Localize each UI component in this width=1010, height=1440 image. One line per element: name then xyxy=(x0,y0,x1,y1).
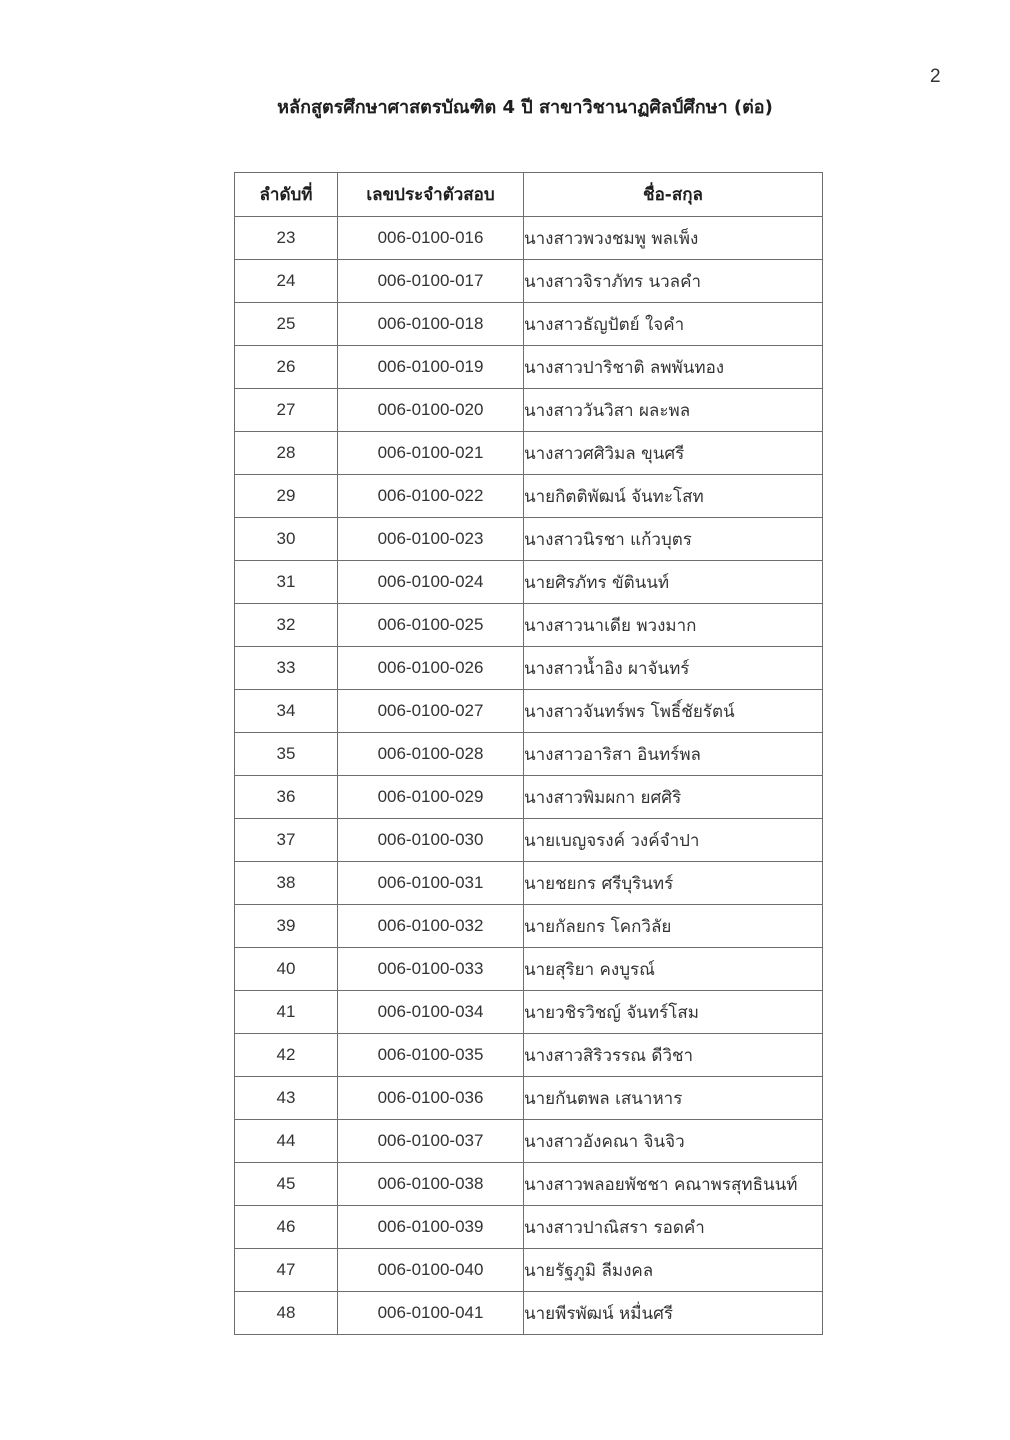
table-row xyxy=(235,647,823,690)
row-sequence: 40 xyxy=(235,948,338,991)
row-full-name: นางสาวพิมผกา ยศศิริ xyxy=(524,776,823,819)
row-sequence: 42 xyxy=(235,1034,338,1077)
row-sequence: 43 xyxy=(235,1077,338,1120)
row-exam-id: 006-0100-021 xyxy=(338,432,524,475)
row-exam-id: 006-0100-016 xyxy=(338,217,524,260)
row-sequence: 35 xyxy=(235,733,338,776)
row-sequence: 23 xyxy=(235,217,338,260)
row-full-name: นายเบญจรงค์ วงค์จำปา xyxy=(524,819,823,862)
row-exam-id: 006-0100-017 xyxy=(338,260,524,303)
row-exam-id: 006-0100-025 xyxy=(338,604,524,647)
row-sequence: 47 xyxy=(235,1249,338,1292)
row-sequence: 44 xyxy=(235,1120,338,1163)
row-sequence: 38 xyxy=(235,862,338,905)
row-sequence: 29 xyxy=(235,475,338,518)
row-sequence: 37 xyxy=(235,819,338,862)
row-exam-id: 006-0100-036 xyxy=(338,1077,524,1120)
row-exam-id: 006-0100-040 xyxy=(338,1249,524,1292)
row-full-name: นายวชิรวิชญ์ จันทร์โสม xyxy=(524,991,823,1034)
row-exam-id: 006-0100-030 xyxy=(338,819,524,862)
row-exam-id: 006-0100-031 xyxy=(338,862,524,905)
row-full-name: นายกิตติพัฒน์ จันทะโสท xyxy=(524,475,823,518)
table-row xyxy=(235,1077,823,1120)
table-row xyxy=(235,776,823,819)
table-row xyxy=(235,432,823,475)
header-sequence: ลำดับที่ xyxy=(235,173,338,217)
row-sequence: 32 xyxy=(235,604,338,647)
document-title: หลักสูตรศึกษาศาสตรบัณฑิต 4 ปี สาขาวิชานาฏศิลป์ศึกษา (ต่อ) xyxy=(277,97,773,118)
row-full-name: นางสาวพวงชมพู พลเพ็ง xyxy=(524,217,823,260)
table-row xyxy=(235,604,823,647)
row-full-name: นางสาวพลอยพัชชา คณาพรสุทธินนท์ xyxy=(524,1163,823,1206)
row-exam-id: 006-0100-032 xyxy=(338,905,524,948)
row-sequence: 27 xyxy=(235,389,338,432)
table-row xyxy=(235,862,823,905)
table-row xyxy=(235,733,823,776)
row-full-name: นายรัฐภูมิ ลีมงคล xyxy=(524,1249,823,1292)
row-sequence: 36 xyxy=(235,776,338,819)
table-row xyxy=(235,1120,823,1163)
row-exam-id: 006-0100-041 xyxy=(338,1292,524,1335)
row-sequence: 41 xyxy=(235,991,338,1034)
row-sequence: 24 xyxy=(235,260,338,303)
table-row xyxy=(235,690,823,733)
row-full-name: นางสาวธัญปัตย์ ใจคำ xyxy=(524,303,823,346)
table-row xyxy=(235,1163,823,1206)
table-row xyxy=(235,991,823,1034)
row-exam-id: 006-0100-035 xyxy=(338,1034,524,1077)
row-exam-id: 006-0100-037 xyxy=(338,1120,524,1163)
row-full-name: นางสาวปาริชาติ ลพพันทอง xyxy=(524,346,823,389)
row-full-name: นางสาวนาเดีย พวงมาก xyxy=(524,604,823,647)
row-sequence: 33 xyxy=(235,647,338,690)
row-exam-id: 006-0100-027 xyxy=(338,690,524,733)
row-sequence: 48 xyxy=(235,1292,338,1335)
row-full-name: นางสาวน้ำอิง ผาจันทร์ xyxy=(524,647,823,690)
row-exam-id: 006-0100-034 xyxy=(338,991,524,1034)
row-full-name: นางสาวจิราภัทร นวลคำ xyxy=(524,260,823,303)
page-number: 2 xyxy=(930,66,941,87)
table-row xyxy=(235,905,823,948)
table-header-row xyxy=(235,173,823,217)
row-full-name: นายสุริยา คงบูรณ์ xyxy=(524,948,823,991)
row-full-name: นางสาวนิรชา แก้วบุตร xyxy=(524,518,823,561)
row-full-name: นางสาวอังคณา จินจิว xyxy=(524,1120,823,1163)
row-exam-id: 006-0100-020 xyxy=(338,389,524,432)
candidate-table xyxy=(234,172,823,1335)
table-row xyxy=(235,217,823,260)
row-exam-id: 006-0100-023 xyxy=(338,518,524,561)
table-row xyxy=(235,1206,823,1249)
row-full-name: นายกันตพล เสนาหาร xyxy=(524,1077,823,1120)
header-exam-id: เลขประจำตัวสอบ xyxy=(338,173,524,217)
row-full-name: นางสาววันวิสา ผละพล xyxy=(524,389,823,432)
row-full-name: นายชยกร ศรีบุรินทร์ xyxy=(524,862,823,905)
table-row xyxy=(235,518,823,561)
row-full-name: นางสาวปาณิสรา รอดคำ xyxy=(524,1206,823,1249)
row-exam-id: 006-0100-028 xyxy=(338,733,524,776)
row-full-name: นายศิรภัทร ขัตินนท์ xyxy=(524,561,823,604)
row-sequence: 30 xyxy=(235,518,338,561)
table-row xyxy=(235,475,823,518)
row-exam-id: 006-0100-026 xyxy=(338,647,524,690)
row-sequence: 39 xyxy=(235,905,338,948)
header-full-name: ชื่อ-สกุล xyxy=(524,173,823,217)
row-sequence: 26 xyxy=(235,346,338,389)
row-exam-id: 006-0100-019 xyxy=(338,346,524,389)
row-full-name: นายกัลยกร โคกวิลัย xyxy=(524,905,823,948)
table-row xyxy=(235,303,823,346)
row-full-name: นางสาวจันทร์พร โพธิ์ชัยรัตน์ xyxy=(524,690,823,733)
row-sequence: 34 xyxy=(235,690,338,733)
row-full-name: นายพีรพัฒน์ หมื่นศรี xyxy=(524,1292,823,1335)
table-row xyxy=(235,346,823,389)
row-full-name: นางสาวศศิวิมล ขุนศรี xyxy=(524,432,823,475)
row-exam-id: 006-0100-022 xyxy=(338,475,524,518)
table-row xyxy=(235,1249,823,1292)
row-exam-id: 006-0100-018 xyxy=(338,303,524,346)
row-sequence: 46 xyxy=(235,1206,338,1249)
table-row xyxy=(235,819,823,862)
table-row xyxy=(235,1034,823,1077)
row-exam-id: 006-0100-033 xyxy=(338,948,524,991)
table-row xyxy=(235,948,823,991)
table-row xyxy=(235,1292,823,1335)
row-exam-id: 006-0100-024 xyxy=(338,561,524,604)
table-row xyxy=(235,389,823,432)
table-row xyxy=(235,260,823,303)
row-exam-id: 006-0100-029 xyxy=(338,776,524,819)
table-body xyxy=(235,217,823,1335)
row-sequence: 31 xyxy=(235,561,338,604)
row-sequence: 28 xyxy=(235,432,338,475)
row-exam-id: 006-0100-039 xyxy=(338,1206,524,1249)
row-sequence: 25 xyxy=(235,303,338,346)
row-full-name: นางสาวสิริวรรณ ดีวิชา xyxy=(524,1034,823,1077)
row-exam-id: 006-0100-038 xyxy=(338,1163,524,1206)
table-row xyxy=(235,561,823,604)
row-sequence: 45 xyxy=(235,1163,338,1206)
row-full-name: นางสาวอาริสา อินทร์พล xyxy=(524,733,823,776)
